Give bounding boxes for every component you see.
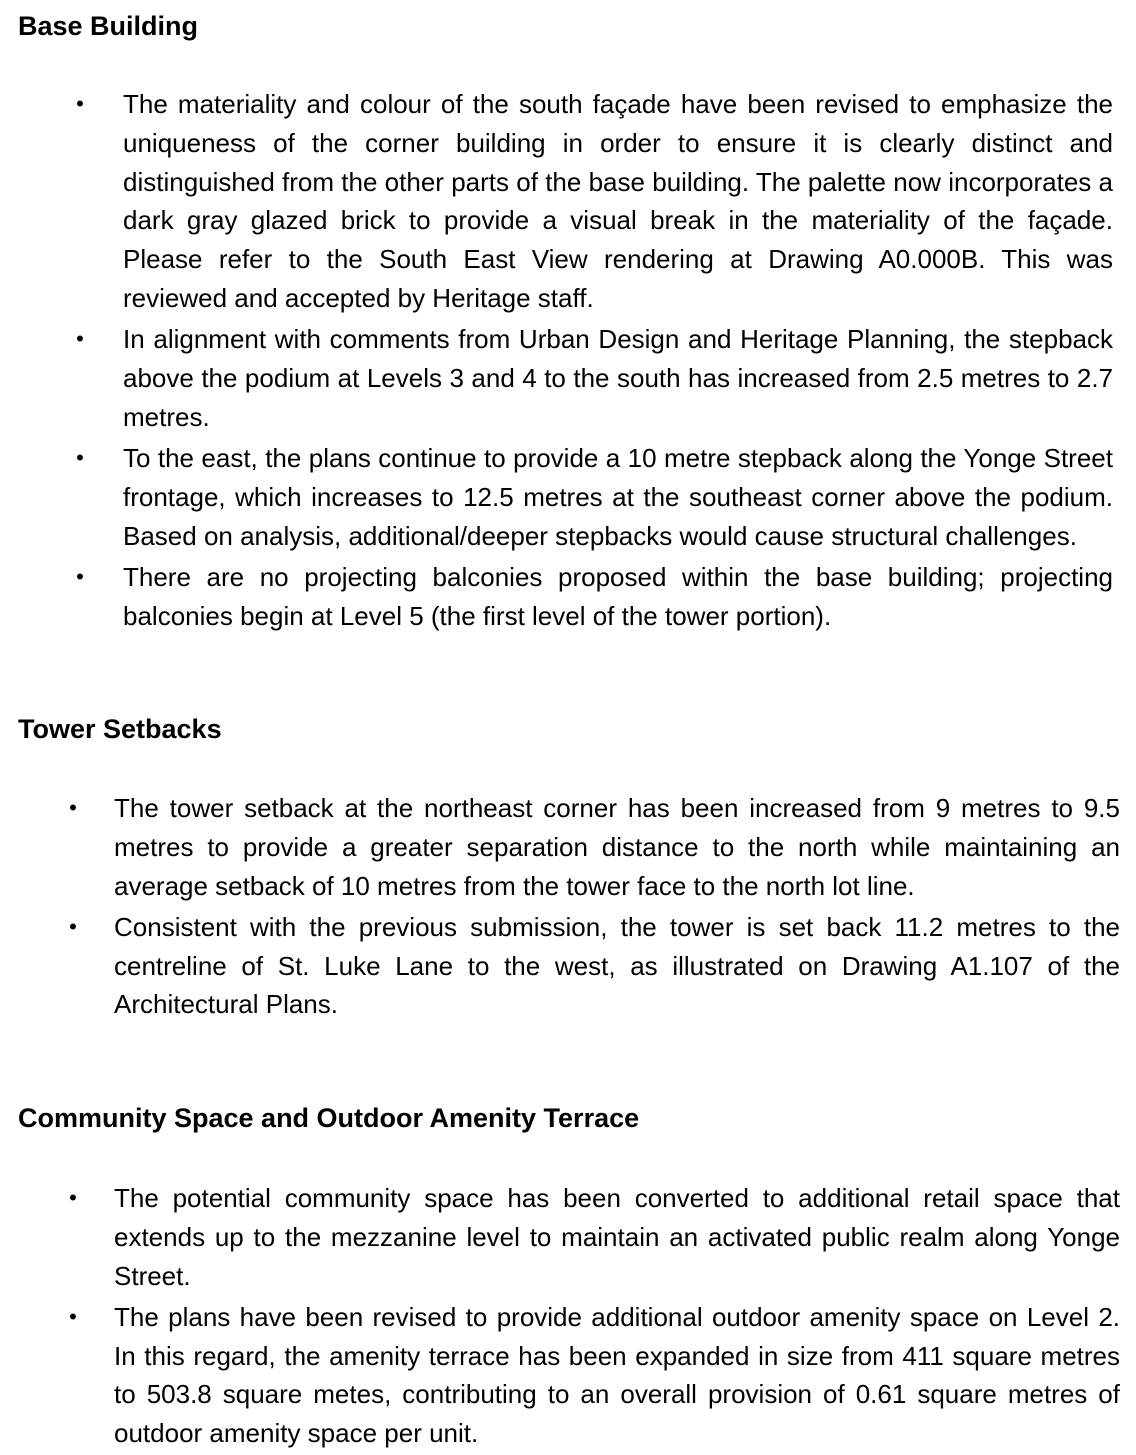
list-item bbox=[69, 1179, 1120, 1295]
list-item bbox=[76, 558, 1113, 636]
bullet-icon: • bbox=[76, 444, 84, 470]
list-item-text: The potential community space has been converted to additional retail space that extends up to the mezzanine level to maintain an activated public realm along Yonge Street. bbox=[114, 1183, 1120, 1291]
bullet-icon: • bbox=[69, 1185, 77, 1210]
list-item-text: Consistent with the previous submission, the tower is set back 11.2 metres to the centreline of St. Luke Lane to the west, as illustrated on Drawing A1.107 of the Architectural Plans. bbox=[114, 911, 1120, 1020]
bullet-icon: • bbox=[76, 563, 84, 589]
list-item-text: In alignment with comments from Urban Design and Heritage Planning, the stepback above the podium at Levels 3 and 4 to the south has increased from 2.5 metres to 2.7 metres. bbox=[123, 324, 1113, 432]
base-building-list bbox=[76, 85, 1113, 638]
list-item bbox=[69, 908, 1120, 1024]
list-item-text: There are no projecting balconies proposed within the base building; projecting balconies begin at Level 5 (the first level of the tower portion). bbox=[123, 561, 1113, 631]
bullet-icon: • bbox=[69, 1303, 77, 1329]
bullet-icon: • bbox=[76, 91, 84, 116]
list-item-text: The plans have been revised to provide additional outdoor amenity space on Level 2. In this regard, the amenity terrace has been expanded in size from 411 square metres to 503.8 square metes, contributing to an overall provision of 0.61 square metres of outdoor amenity space per unit. bbox=[114, 1301, 1120, 1449]
bullet-icon: • bbox=[69, 795, 77, 820]
list-item bbox=[76, 439, 1113, 555]
list-item-text: The tower setback at the northeast corner has been increased from 9 metres to 9.5 metres to provide a greater separation distance to the north while maintaining an average setback of 10 metres from the tower face to the north lot line. bbox=[114, 793, 1120, 901]
list-item bbox=[69, 1298, 1120, 1453]
tower-setbacks-list bbox=[69, 789, 1120, 1027]
list-item-text: The materiality and colour of the south façade have been revised to emphasize the uniqueness of the corner building in order to ensure it is clearly distinct and distinguished from the other parts of the base building. The palette now incorporates a dark gray glazed brick to provide a visual break in the materiality of the façade. Please refer to the South East View rendering at Drawing A0.000B. This was reviewed and accepted by Heritage staff. bbox=[123, 89, 1113, 313]
community-space-list bbox=[69, 1179, 1120, 1455]
section-heading-tower-setbacks: Tower Setbacks bbox=[18, 714, 222, 744]
bullet-icon: • bbox=[69, 913, 77, 939]
list-item-text: To the east, the plans continue to provide a 10 metre stepback along the Yonge Street frontage, which increases to 12.5 metres at the southeast corner above the podium. Based on analysis, additional/deeper stepbacks would cause structural challenges. bbox=[123, 442, 1113, 551]
list-item bbox=[76, 85, 1113, 318]
section-heading-community-space: Community Space and Outdoor Amenity Terrace bbox=[18, 1103, 640, 1133]
list-item bbox=[76, 320, 1113, 436]
section-heading-base-building: Base Building bbox=[18, 11, 199, 41]
list-item bbox=[69, 789, 1120, 905]
bullet-icon: • bbox=[76, 326, 84, 352]
